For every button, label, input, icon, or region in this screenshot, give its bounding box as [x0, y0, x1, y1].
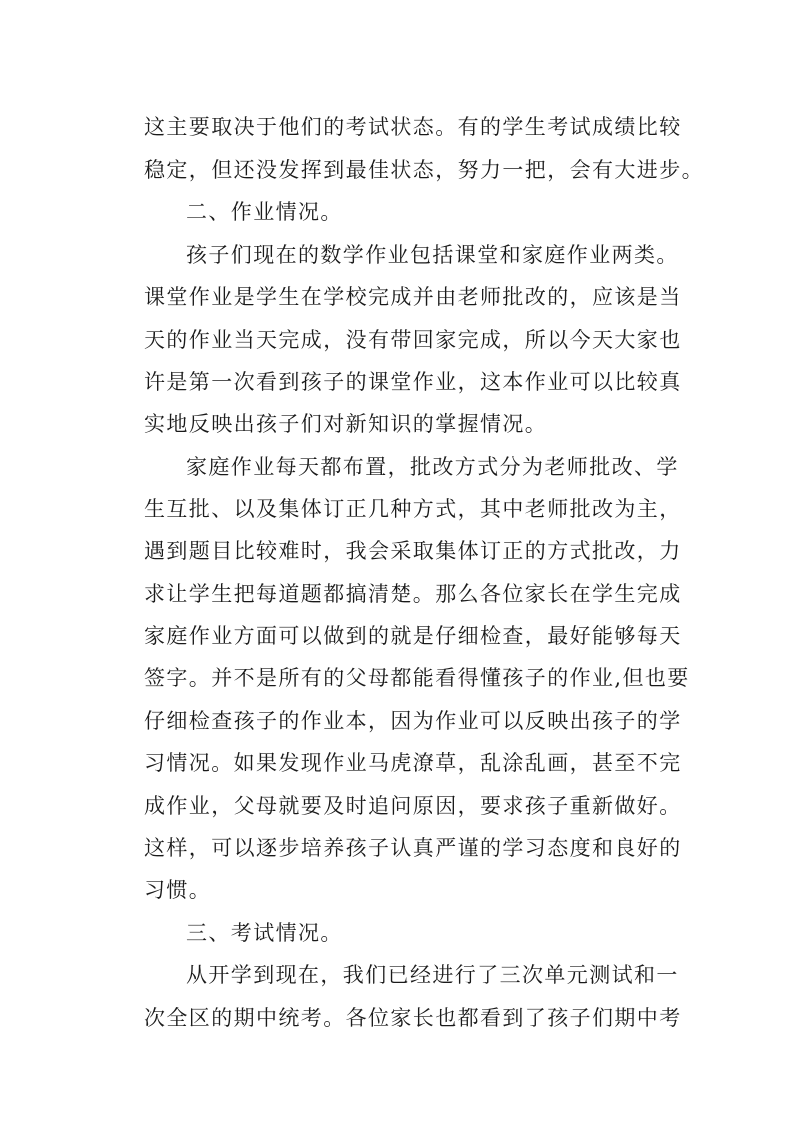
paragraph-line: 求让学生把每道题都搞清楚。那么各位家长在学生完成 — [144, 582, 682, 606]
paragraph-line: 这主要取决于他们的考试状态。有的学生考试成绩比较 — [144, 115, 682, 139]
paragraph-line: 遇到题目比较难时，我会采取集体订正的方式批改，力 — [144, 539, 682, 563]
paragraph-line: 习情况。如果发现作业马虎潦草，乱涂乱画，甚至不完 — [144, 751, 682, 775]
paragraph-line: 习惯。 — [144, 878, 212, 902]
paragraph-line: 仔细检查孩子的作业本，因为作业可以反映出孩子的学 — [144, 709, 682, 733]
paragraph-line: 签字。并不是所有的父母都能看得懂孩子的作业,但也要 — [144, 666, 690, 690]
paragraph-line: 许是第一次看到孩子的课堂作业，这本作业可以比较真 — [144, 370, 682, 394]
paragraph-line: 这样，可以逐步培养孩子认真严谨的学习态度和良好的 — [144, 836, 682, 860]
paragraph-line: 天的作业当天完成，没有带回家完成，所以今天大家也 — [144, 328, 682, 352]
paragraph-line: 次全区的期中统考。各位家长也都看到了孩子们期中考 — [144, 1006, 682, 1030]
paragraph-line: 课堂作业是学生在学校完成并由老师批改的，应该是当 — [144, 285, 682, 309]
paragraph-line: 孩子们现在的数学作业包括课堂和家庭作业两类。 — [186, 243, 679, 267]
paragraph-line: 实地反映出孩子们对新知识的掌握情况。 — [144, 412, 548, 436]
paragraph-line: 稳定，但还没发挥到最佳状态，努力一把，会有大进步。 — [144, 158, 704, 182]
paragraph-line: 生互批、以及集体订正几种方式，其中老师批改为主， — [144, 497, 682, 521]
paragraph-line: 从开学到现在，我们已经进行了三次单元测试和一 — [186, 963, 679, 987]
paragraph-line: 成作业，父母就要及时追问原因，要求孩子重新做好。 — [144, 794, 682, 818]
paragraph-line: 家庭作业每天都布置，批改方式分为老师批改、学 — [186, 455, 679, 479]
paragraph-line: 家庭作业方面可以做到的就是仔细检查，最好能够每天 — [144, 624, 682, 648]
section-heading-exams: 三、考试情况。 — [186, 921, 343, 945]
section-heading-homework: 二、作业情况。 — [186, 200, 343, 224]
